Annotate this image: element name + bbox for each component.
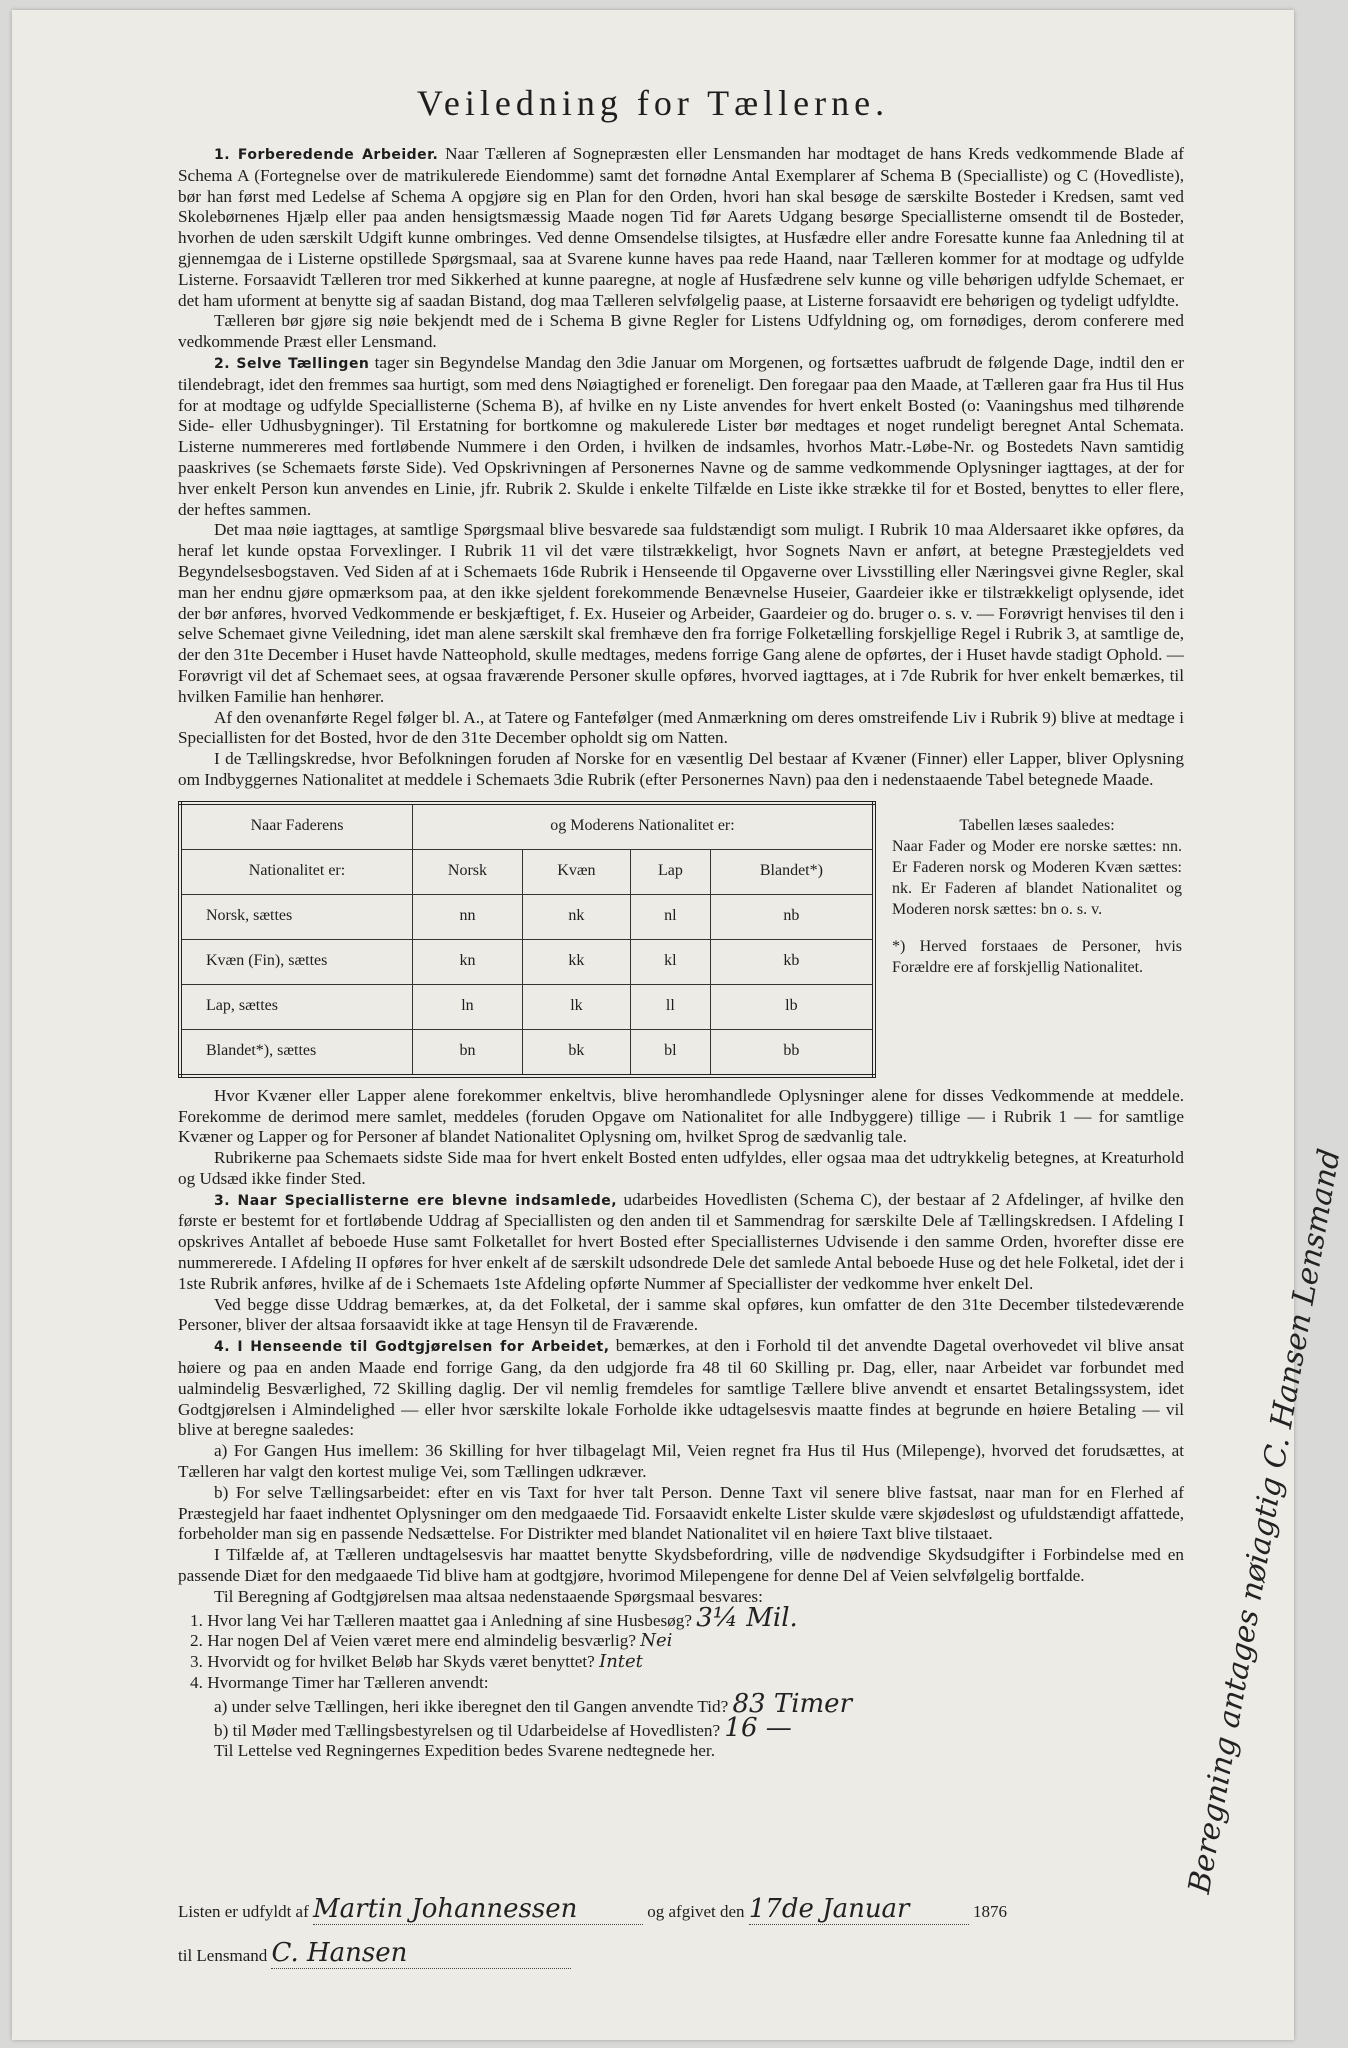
col-header: Blandet*) <box>710 849 874 894</box>
question-2-text: 2. Har nogen Del af Veien været mere end almindelig besværlig? <box>190 1631 636 1651</box>
signature-line-1 <box>178 1894 1184 1925</box>
question-4b-text: b) til Møder med Tællingsbestyrelsen og til Udarbeidelse af Hovedlisten? <box>214 1720 721 1740</box>
legend-heading: Tabellen læses saaledes: <box>959 816 1115 834</box>
table-cell: nk <box>522 894 630 939</box>
section-4-heading: 4. I Henseende til Godtgjørelsen for Arbeidet, <box>214 1339 610 1356</box>
answer-4b: 16 — <box>724 1712 792 1743</box>
table-cell: nn <box>413 894 523 939</box>
table-cell: nl <box>630 894 710 939</box>
section-2-heading: 2. Selve Tællingen <box>214 355 370 372</box>
row-label: Blandet*), sættes <box>180 1029 413 1076</box>
section-2-para2: Det maa nøie iagttages, at samtlige Spørgsmaal blive besvarede saa fuldstændigt som muligt. I Rubrik 10 maa Aldersaaret ikke opføres, da heraf let kunde opstaa Forvexlinger. I Rubrik 11 vil det være tilstrækkeligt, hvor Sognets Navn er anført, at betegne Præstegjeldets ved Begyndelsesbogstaven. Ved Siden af at i Schemaets 16de Rubrik i Henseende til Opgaverne over Livsstilling eller Næringsvei givne Regler, skal man her endnu gjøre opmærksom paa, at den ikke sjeldent forekommende Benævnelse Huseier, Gaardeier ikke er tilstrækkeligt oplysende, idet der bør anføres, hvorved Vedkommende er beskjæftiget, f. Ex. Huseier og Arbeider, Gaardeier og do. bruger o. s. v. — Forøvrigt henvises til den i selve Schemaet givne Veiledning, idet man alene særskilt skal fremhæve den fra forrige Folketælling forskjellige Regel i Rubrik 3, at samtlige de, der den 31te December i Huset havde Natteophold, skulle medtages, medens forrige Gang alene de opførtes, der i Huset havde stadigt Ophold. — Forøvrigt vil det af Schemaet sees, at ogsaa fraværende Personer skulle opføres, hvorved iagttages, at i 7de Rubrik for hver enkelt bemærkes, til hvilken Familie han henhører. <box>178 520 1184 706</box>
nationality-table-area <box>178 801 1184 1078</box>
table-legend <box>892 801 1182 978</box>
question-3-text: 3. Hvorvidt og for hvilket Beløb har Skyds været benyttet? <box>190 1652 595 1672</box>
after-table-para: Hvor Kvæner eller Lapper alene forekommer enkeltvis, blive heromhandlede Oplysninger alene for disses Vedkommende at meddele. Forekomme de derimod mere samlet, meddeles (foruden Opgave om Nationalitet for alle Indbyggere) tillige — i Rubrik 1 — for samtlige Kvæner og Lapper og for Personer af blandet Nationalitet Oplysning om, hvilket Sprog de sædvanlig tale. <box>178 1085 1184 1147</box>
question-1-text: 1. Hvor lang Vei har Tælleren maattet gaa i Anledning af sine Husbesøg? <box>190 1610 692 1630</box>
section-4-para2: I Tilfælde af, at Tælleren undtagelsesvis har maattet benytte Skydsbefordring, ville de nødvendige Skydsudgifter i Forbindelse med en passende Diæt for den medgaaede Tid blive ham at godtgjøre, hvorimod Milepengene for denne Del af Veien selvfølgelig bortfalde. <box>178 1545 1184 1586</box>
table-cell: bk <box>522 1029 630 1076</box>
question-3 <box>178 1652 1184 1673</box>
table-cell: bb <box>710 1029 874 1076</box>
question-4: 4. Hvormange Timer har Tælleren anvendt: <box>190 1673 489 1693</box>
table-cell: kl <box>630 939 710 984</box>
legend-footnote: *) Herved forstaaes de Personer, hvis Forældre ere af forskjellig Nationalitet. <box>892 937 1182 976</box>
table-cell: ll <box>630 984 710 1029</box>
submitted-label: og afgivet den <box>647 1902 745 1921</box>
page-title: Veiledning for Tællerne. <box>416 83 890 123</box>
section-3-para2: Ved begge disse Uddrag bemærkes, at, da det Folketal, der i samme skal opføres, kun omfatter de den 31te December tilstedeværende Personer, bliver der altsaa forsaavidt ikke at tage Hensyn til de Fraværende. <box>178 1294 1184 1335</box>
question-4a <box>178 1688 1184 1719</box>
document-page <box>12 10 1348 2040</box>
margin-handwriting: Beregning antages nøiagtig C. Hansen Lensmand <box>1182 1146 1348 1897</box>
answer-1: 3¼ Mil. <box>696 1602 798 1633</box>
questions <box>178 1587 1184 1762</box>
after-table-para2: Rubrikerne paa Schemaets sidste Side maa for hvert enkelt Bosted enten udfyldes, eller ogsaa maa det udtrykkelig betegnes, at Kreaturhold og Udsæd ikke finder Sted. <box>178 1148 1184 1188</box>
section-4 <box>178 1336 1184 1441</box>
section-2-para3: Af den ovenanførte Regel følger bl. A., at Tatere og Fantefølger (med Anmærkning om deres omstreifende Liv i Rubrik 9) blive at medtage i Speciallisten for det Bosted, hvor de den 31te December opholdt sig om Natten. <box>178 707 1184 748</box>
legend-text: Naar Fader og Moder ere norske sættes: nn. Er Faderen norsk og Moderen Kvæn sættes: nk. Er Faderen af blandet Nationalitet og Moderen norsk sættes: bn o. s. v. <box>892 837 1182 918</box>
table-cell: lb <box>710 984 874 1029</box>
submitted-date: 17de Januar <box>749 1894 969 1925</box>
instructions-body <box>178 144 1184 1762</box>
section-3-text: udarbeides Hovedlisten (Schema C), der bestaar af 2 Afdelinger, af hvilke den første er bestemt for et fortløbende Uddrag af Speciallisten og den anden til et Sammendrag for særskilte Dele af Tællingskredsen. I Afdeling I opskrives Antallet af beboede Huse samt Folketallet for hvert Bosted efter Speciallisternes Udvisende i den samme Orden, hvorefter disse ere nummererede. I Afdeling II opføres for hver enkelt af de særskilt udsondrede Dele det samlede Antal beboede Huse og det hele Folketal, idet der i 1ste Rubrik anføres, hvilke af de i Schemaets 1ste Afdeling opførte Nummer af Speciallister der vedkomme hver enkelt Del. <box>178 1189 1184 1293</box>
filled-by-label: Listen er udfyldt af <box>178 1902 309 1921</box>
table-cell: bn <box>413 1029 523 1076</box>
section-2-para4: I de Tællingskredse, hvor Befolkningen foruden af Norske for en væsentlig Del bestaar af Kvæner (Finner) eller Lapper, bliver Oplysning om Indbyggernes Nationalitet at meddele i Schemaets 3die Rubrik (efter Personernes Navn) paa den i nedenstaaende Tabel betegnede Maade. <box>178 749 1184 789</box>
table-cell: ln <box>413 984 523 1029</box>
section-3-heading: 3. Naar Speciallisterne ere blevne indsamlede, <box>214 1192 618 1209</box>
year: 1876 <box>973 1902 1008 1921</box>
question-1 <box>178 1602 1184 1633</box>
question-4b <box>178 1712 1184 1743</box>
col-header: Lap <box>630 849 710 894</box>
table-cell: kk <box>522 939 630 984</box>
questions-intro: Til Beregning af Godtgjørelsen maa altsaa nedenstaaende Spørgsmaal besvares: <box>214 1586 763 1606</box>
lensmand-signature: C. Hansen <box>271 1938 571 1969</box>
question-2 <box>178 1631 1184 1652</box>
section-2-text: tager sin Begyndelse Mandag den 3die Januar om Morgenen, og fortsættes uafbrudt de følgende Dage, indtil den er tilendebragt, idet den fremmes saa hurtigt, som med dens Nøiagtighed er foreneligt. Den foregaar paa den Maade, at Tælleren gaar fra Hus til Hus for at modtage og udfylde Speciallisterne (Schema B), af hvilke en ny Liste anvendes for hvert enkelt Bosted (o: Vaaningshus med tilhørende Side- eller Udhusbygninger). Til Erstatning for bortkomne og makulerede Lister bør medtages et noget rundeligt beregnet Antal Schemata. Listerne nummereres med fortløbende Nummere i den Orden, i hvilken de indsamles, hvorhos Matr.-Løbe-Nr. og Bostedets Navn samtidig paaskrives (se Schemaets første Side). Ved Opskrivningen af Personernes Navne og de samme vedkommende Oplysninger iagttages, at der for hver enkelt Person kun anvendes en Linie, jfr. Rubrik 2. Skulde i enkelte Tilfælde en Liste ikke strække til for et Bosted, benyttes to eller flere, der heftes sammen. <box>178 352 1184 519</box>
col-header: Kvæn <box>522 849 630 894</box>
table-cell: nb <box>710 894 874 939</box>
lensmand-label: til Lensmand <box>178 1946 268 1965</box>
section-1-heading: 1. Forberedende Arbeider. <box>214 147 439 163</box>
table-cell: bl <box>630 1029 710 1076</box>
section-4-text: bemærkes, at den i Forhold til det anvendte Dagetal overhovedet vil blive ansat høiere og paa en anden Maade end forrige Gang, da den udgjorde fra 48 til 60 Skilling pr. Dag, eller, naar Arbeidet var forbundet med ualmindelig Besværlighed, 72 Skilling daglig. Der vil nemlig fremdeles for samtlige Tællere blive anvendt et ensartet Betalingssystem, idet Godtgjørelsen i Almindelighed — eller hvor særskilte lokale Forholde ikke udtagelsesvis maatte findes at begrunde en høiere Betaling — vil blive at beregne saaledes: <box>178 1336 1184 1440</box>
nationality-table <box>178 801 876 1078</box>
answer-4a: 83 Timer <box>732 1688 852 1719</box>
table-cell: lk <box>522 984 630 1029</box>
section-1-text: Naar Tælleren af Sognepræsten eller Lensmanden har modtaget de hans Kreds vedkommende Blade af Schema A (Fortegnelse over de matrikulerede Eiendomme) samt det fornødne Antal Exemplarer af Schema B (Specialliste) og C (Hovedliste), bør han først med Ledelse af Schema A opgjøre sig en Plan for den Orden, hvori han skal besøge de særskilte Bosteder i Kredsen, samt ved Skolebørnenes Hjælp eller paa anden hensigtsmæssig Maade nogen Tid før Aarets Udgang besørge Speciallisterne omsendt til de Bosteder, hvorhen de uden særskilt Udgift kunne ombringes. Ved denne Omsendelse tilsigtes, at Husfædre eller andre Foresatte kunne faa Anledning til at gjennemgaa de i Listerne opstillede Spørgsmaal, saa at Svarene kunne haves paa rede Haand, naar Tælleren kommer for at modtage og udfylde Listerne. Forsaavidt Tælleren tror med Sikkerhed at kunne paaregne, at nogle af Husfædrene selv kunne og ville behørigen udfylde Schemaet, er det ham uforment at benytte sig af saadan Bistand, dog maa Tælleren selvfølgelig paase, at Listerne forsaavidt ere behørigen og tydeligt udfyldte. <box>178 144 1184 310</box>
header-mother: og Moderens Nationalitet er: <box>413 803 875 850</box>
col-header: Norsk <box>413 849 523 894</box>
table-row <box>180 894 874 939</box>
section-4-a: a) For Gangen Hus imellem: 36 Skilling for hver tilbagelagt Mil, Veien regnet fra Hus til Hus (Milepenge), hvorved det forudsættes, at Tælleren har valgt den kortest mulige Vei, som Tællingen udkræver. <box>178 1441 1184 1482</box>
table-row <box>180 939 874 984</box>
section-4-b: b) For selve Tællingsarbeidet: efter en vis Taxt for hver talt Person. Denne Taxt vil senere blive fastsat, naar man for en Flerhed af Præstegjeld har faaet indhentet Oplysninger om den medgaaede Tid. Forsaavidt enkelte Lister skulde være skjødesløst og ufuldstændigt affattede, forbeholder man sig en passende Nedsættelse. For Distrikter med blandet Nationalitet vil en høiere Taxt blive tilstaaet. <box>178 1482 1184 1544</box>
filled-by-signature: Martin Johannessen <box>313 1894 643 1925</box>
section-2 <box>178 353 1184 520</box>
section-3 <box>178 1190 1184 1295</box>
row-label: Norsk, sættes <box>180 894 413 939</box>
table-subheader-row <box>180 849 874 894</box>
table-header-row <box>180 803 874 850</box>
signature-line-2 <box>178 1938 1184 1969</box>
answer-3: Intet <box>599 1651 643 1673</box>
questions-outro: Til Lettelse ved Regningernes Expedition bedes Svarene nedtegnede her. <box>214 1741 716 1761</box>
header-father: Naar Faderens <box>180 803 413 850</box>
row-label: Lap, sættes <box>180 984 413 1029</box>
row-label: Kvæn (Fin), sættes <box>180 939 413 984</box>
question-4a-text: a) under selve Tællingen, heri ikke iberegnet den til Gangen anvendte Tid? <box>214 1696 729 1716</box>
table-row <box>180 984 874 1029</box>
section-1-para2: Tælleren bør gjøre sig nøie bekjendt med de i Schema B givne Regler for Listens Udfyldning og, om fornødiges, derom conferere med vedkommende Præst eller Lensmand. <box>178 311 1184 352</box>
table-cell: kb <box>710 939 874 984</box>
header-father-2: Nationalitet er: <box>180 849 413 894</box>
table-cell: kn <box>413 939 523 984</box>
answer-2: Nei <box>640 1630 673 1652</box>
section-1 <box>178 144 1184 311</box>
table-row <box>180 1029 874 1076</box>
